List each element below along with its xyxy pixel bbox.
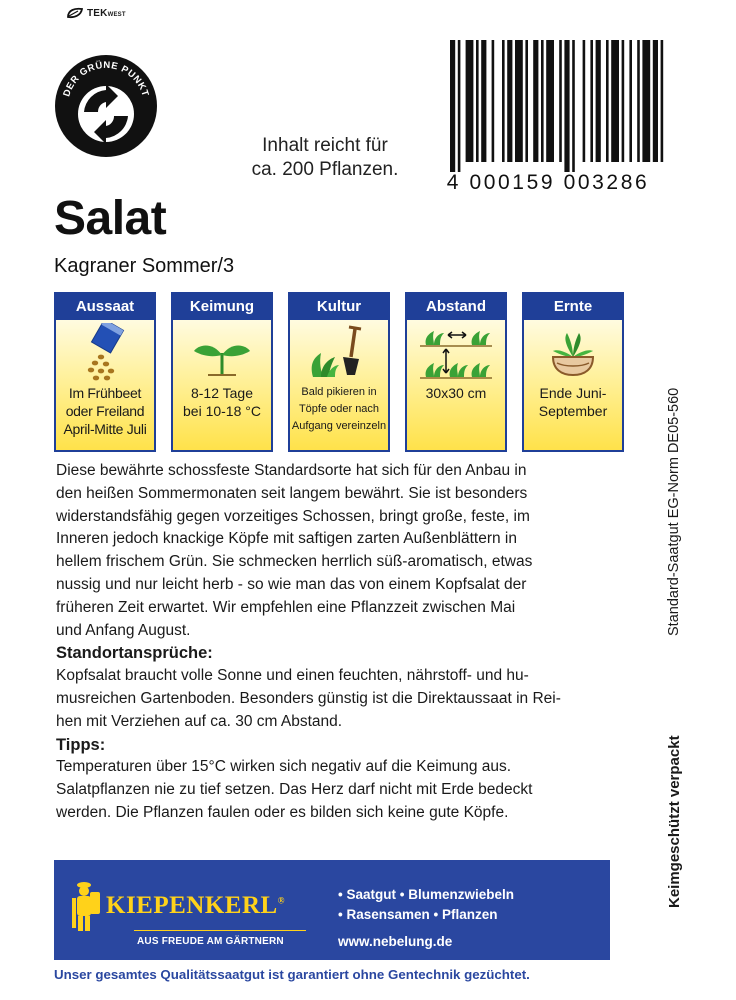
barcode-bar bbox=[596, 40, 601, 162]
card-text-line: Aufgang vereinzeln bbox=[291, 420, 387, 432]
seed-standard-note: Standard-Saatgut EG-Norm DE05-560 bbox=[666, 387, 682, 636]
card-text-line: 30x30 cm bbox=[425, 385, 487, 401]
card-text-line: September bbox=[538, 403, 608, 419]
description-line: früheren Zeit erwartet. Wir empfehlen eine Pflanzzeit zwischen Mai bbox=[56, 598, 516, 616]
tek-west-logo bbox=[66, 7, 126, 19]
tipps-heading: Tipps: bbox=[56, 735, 106, 754]
barcode-bar bbox=[572, 40, 575, 172]
tipps-line: Temperaturen über 15°C wirken sich negativ auf die Keimung aus. bbox=[56, 758, 512, 776]
barcode-bar bbox=[583, 40, 586, 162]
product-range-item: • Saatgut • Blumenzwiebeln bbox=[338, 887, 514, 902]
description-line: hellem frischem Grün. Sie schmecken herrlich süß-aromatisch, etwas bbox=[56, 553, 533, 571]
barcode-bar bbox=[507, 40, 512, 162]
spacing-icon bbox=[416, 323, 496, 381]
content-amount bbox=[225, 134, 425, 182]
barcode-bar bbox=[590, 40, 593, 162]
leaf-icon bbox=[66, 7, 84, 19]
barcode-bar bbox=[642, 40, 650, 162]
kiepenkerl-banner bbox=[54, 860, 610, 960]
standort-line: musreichen Gartenboden. Besonders günstig ist die Direktaussaat in Rei- bbox=[56, 689, 561, 707]
barcode-bar bbox=[525, 40, 528, 162]
card-text-line: Bald pikieren in bbox=[301, 386, 377, 398]
barcode-bar bbox=[559, 40, 562, 162]
standort-line: Kopfsalat braucht volle Sonne und einen feuchten, nährstoff- und hu- bbox=[56, 667, 529, 685]
gruener-punkt-icon bbox=[54, 54, 158, 158]
description-line: und Anfang August. bbox=[56, 621, 191, 639]
barcode-bar bbox=[515, 40, 523, 162]
barcode-bar bbox=[637, 40, 640, 162]
brand-name: KIEPENKERL bbox=[106, 892, 278, 919]
product-range-list bbox=[338, 885, 514, 952]
card-heading: Keimung bbox=[173, 294, 271, 320]
growing-info-cards bbox=[54, 292, 624, 452]
barcode-bar bbox=[450, 40, 455, 172]
card-text-line: bei 10-18 °C bbox=[183, 403, 261, 419]
barcode-bar bbox=[661, 40, 664, 162]
barcode-bar bbox=[466, 40, 474, 162]
barcode-bar bbox=[653, 40, 658, 162]
content-line: ca. 200 Pflanzen. bbox=[251, 159, 399, 180]
card-heading: Abstand bbox=[407, 294, 505, 320]
barcode-bar bbox=[481, 40, 486, 162]
barcode-bar bbox=[492, 40, 495, 162]
description-line: den heißen Sommermonaten seit langem bewährt. Sie ist besonders bbox=[56, 484, 528, 502]
card-text-line: oder Freiland bbox=[65, 403, 145, 419]
tipps-line: Salatpflanzen nie zu tief setzen. Das Herz darf nicht mit Erde bedeckt bbox=[56, 781, 533, 799]
card-kultur bbox=[288, 292, 390, 452]
description-line: Diese bewährte schossfeste Standardsorte hat sich für den Anbau in bbox=[56, 462, 527, 479]
barcode-bar bbox=[476, 40, 479, 162]
card-text-line: Im Frühbeet bbox=[68, 385, 142, 401]
harvest-bowl-icon bbox=[533, 323, 613, 381]
gmo-free-note: Unser gesamtes Qualitätssaatgut ist garantiert ohne Gentechnik gezüchtet. bbox=[54, 967, 530, 982]
description-line: widerstandsfähig gegen vorzeitiges Schossen, bringt große, feste, im bbox=[56, 507, 530, 525]
product-range-item: • Rasensamen • Pflanzen bbox=[338, 907, 498, 922]
barcode-bar bbox=[611, 40, 619, 162]
standort-line: hen mit Verziehen auf ca. 30 cm Abstand. bbox=[56, 712, 343, 730]
germ-protection-note: Keimgeschützt verpackt bbox=[666, 735, 683, 908]
barcode-bar bbox=[629, 40, 632, 162]
description-line: Inneren jedoch knackige Köpfe mit saftigen zarten Außenblättern in bbox=[56, 530, 517, 548]
card-aussaat bbox=[54, 292, 156, 452]
barcode-bar bbox=[458, 40, 461, 172]
sprout-icon bbox=[182, 323, 262, 381]
card-text-line: 8-12 Tage bbox=[190, 385, 253, 401]
kiepenkerl-figure-icon bbox=[70, 878, 104, 934]
tipps-line: werden. Die Pflanzen faulen oder es bilden sich keine gute Köpfe. bbox=[56, 803, 509, 821]
registered-mark: ® bbox=[277, 895, 285, 906]
variety-name: Kagraner Sommer/3 bbox=[54, 255, 235, 277]
barcode-bar bbox=[533, 40, 538, 162]
barcode bbox=[428, 40, 668, 194]
barcode-bar bbox=[622, 40, 625, 162]
tek-name: TEK bbox=[87, 7, 108, 19]
barcode-digits: 4 000159 003286 bbox=[446, 171, 650, 194]
card-text-line: Ende Juni- bbox=[539, 385, 607, 401]
seed-packet-icon bbox=[65, 323, 145, 381]
spade-plants-icon bbox=[299, 323, 379, 381]
product-description bbox=[56, 460, 616, 825]
gruener-punkt-text: DER GRÜNE PUNKT bbox=[61, 59, 151, 99]
product-title: Salat bbox=[54, 192, 167, 245]
brand-divider bbox=[134, 930, 306, 931]
barcode-bar bbox=[564, 40, 569, 172]
barcode-bar bbox=[546, 40, 554, 162]
description-line: nussig und nur leicht herb - so wie man das von einem Kopfsalat der bbox=[56, 575, 527, 593]
card-text-line: April-Mitte Juli bbox=[63, 421, 147, 437]
barcode-bar bbox=[606, 40, 609, 162]
card-ernte bbox=[522, 292, 624, 452]
card-heading: Ernte bbox=[524, 294, 622, 320]
brand-slogan: AUS FREUDE AM GÄRTNERN bbox=[137, 936, 284, 947]
barcode-bar bbox=[541, 40, 544, 162]
card-keimung bbox=[171, 292, 273, 452]
card-heading: Aussaat bbox=[56, 294, 154, 320]
website-link[interactable]: www.nebelung.de bbox=[338, 934, 453, 949]
tek-suffix: WEST bbox=[107, 11, 126, 18]
content-line: Inhalt reicht für bbox=[262, 135, 388, 156]
barcode-bar bbox=[502, 40, 505, 162]
standort-heading: Standortansprüche: bbox=[56, 644, 213, 663]
card-text-line: Töpfe oder nach bbox=[298, 403, 380, 415]
card-abstand bbox=[405, 292, 507, 452]
card-heading: Kultur bbox=[290, 294, 388, 320]
